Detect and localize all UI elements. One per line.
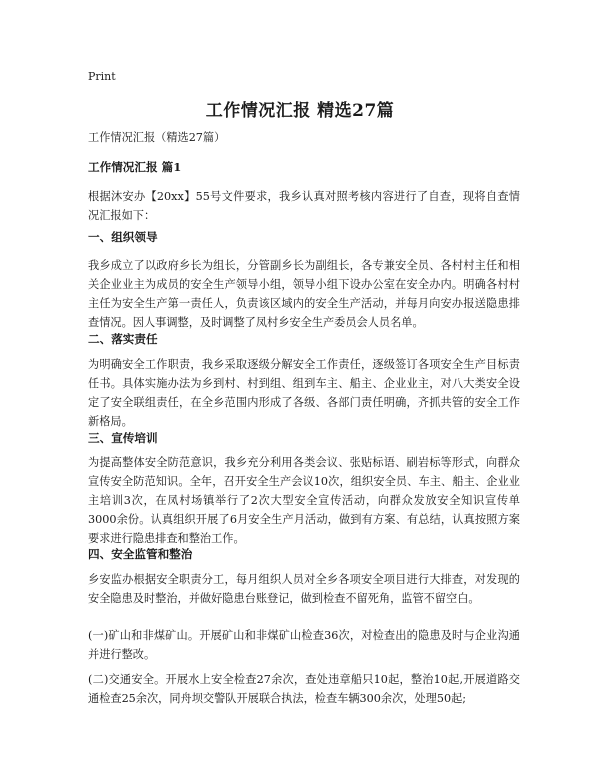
item-traffic: (二)交通安全。开展水上安全检查27余次，查处违章船只10起，整治10起,开展道路交通检查25余次，同舟坝交警队开展联合执法，检查车辆300余次，处理50起; — [88, 673, 520, 705]
heading-supervision: 四、安全监管和整治 — [88, 547, 193, 561]
item-mining: (一)矿山和非煤矿山。开展矿山和非煤矿山检查36次，对检查出的隐患及时与企业沟通并进行整改。 — [88, 629, 520, 661]
section-heading: 工作情况汇报 篇1 — [88, 160, 182, 174]
paragraph-training: 为提高整体安全防范意识，我乡充分利用各类会议、张贴标语、刷岩标等形式，向群众宣传安全防范知识。全年，召开安全生产会议10次，组织安全员、车主、船主、企业业主培训3次，在凤村场镇举行了2次大型安全宣传活动，向群众发放安全知识宣传单3000余份。认真组织开展了6月安全生产月活动，做到有方案、有总结，认真按照方案要求进行隐患排查和整治工作。 — [88, 456, 520, 545]
print-label[interactable]: Print — [88, 70, 116, 83]
heading-organization: 一、组织领导 — [88, 230, 158, 244]
heading-training: 三、宣传培训 — [88, 431, 158, 445]
intro-paragraph: 根据沐安办【20xx】55号文件要求，我乡认真对照考核内容进行了自查，现将自查情况汇报如下： — [88, 190, 520, 222]
heading-responsibility: 二、落实责任 — [88, 332, 158, 346]
paragraph-organization: 我乡成立了以政府乡长为组长，分管副乡长为副组长，各专兼安全员、各村村主任和相关企业业主为成员的安全生产领导小组，领导小组下设办公室在安全办内。明确各村村主任为安全生产第一责任人，负责该区域内的安全生产活动，并每月向安办报送隐患排查情况。因人事调整，及时调整了凤村乡安全生产委员会人员名单。 — [88, 259, 520, 329]
page-title: 工作情况汇报 精选27篇 — [205, 101, 395, 121]
paragraph-supervision: 乡安监办根据安全职责分工，每月组织人员对全乡各项安全项目进行大排查，对发现的安全隐患及时整治，并做好隐患台账登记，做到检查不留死角，监管不留空白。 — [88, 573, 520, 605]
document-subtitle: 工作情况汇报（精选27篇） — [88, 131, 226, 144]
paragraph-responsibility: 为明确安全工作职责，我乡采取逐级分解安全工作责任，逐级签订各项安全生产目标责任书。具体实施办法为乡到村、村到组、组到车主、船主、企业业主，对八大类安全设定了安全联组责任，在全乡范围内形成了各级、各部门责任明确，齐抓共管的安全工作新格局。 — [88, 358, 520, 428]
